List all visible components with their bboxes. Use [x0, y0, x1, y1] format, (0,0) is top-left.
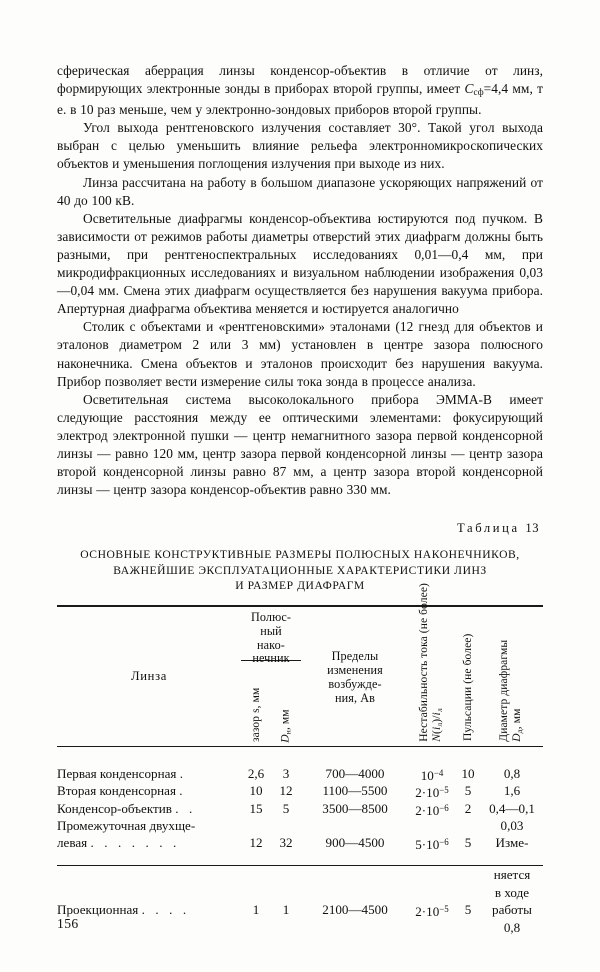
- cell-diaph-4c: в ходе: [494, 884, 530, 900]
- header-excitation: [301, 606, 409, 747]
- cell-exc-5: 2100—4500: [322, 902, 388, 918]
- page-number: 156: [57, 916, 79, 931]
- row-label-4b: левая . . . . . . .: [57, 835, 180, 851]
- cell-dn-3: 5: [282, 800, 290, 816]
- header-pole-dn: [271, 661, 301, 746]
- header-diaphragm-label: [498, 640, 526, 742]
- cell-gap-4: 12: [249, 835, 263, 851]
- cell-diaph-5: 0,8: [503, 919, 521, 935]
- column-excitation-tail: [301, 866, 409, 936]
- cell-dn-1: 3: [282, 765, 290, 781]
- excitation-line-4: ния, Ав: [335, 691, 375, 706]
- cell-puls-5: 5: [464, 902, 472, 918]
- row-label-5: Проекционная . . . .: [57, 902, 190, 918]
- diaphragm-symbol: $D_д$, мм: [510, 708, 524, 742]
- header-instability-label: [418, 583, 446, 742]
- column-pulsation-tail: [455, 866, 481, 936]
- column-diaphragm: [481, 747, 543, 866]
- cell-gap-2: 10: [249, 783, 263, 799]
- cell-inst-1: $10^{-4}$: [420, 767, 444, 783]
- header-lens: [57, 606, 241, 747]
- cell-inst-3: $2\cdot 10^{-6}$: [415, 802, 449, 818]
- paragraph-5: Столик с объектами и «рентгеновскими» эталонами (12 гнезд для объектов и эталонов диаметром 2 или 3 мм) установлен в центре зазора полюсного наконечника. Смена объектов и эталонов происходит без нарушения вакуума. Прибор позволяет вести измерение силы тока зонда в процессе анализа.: [57, 319, 543, 389]
- cell-puls-2: 5: [464, 783, 472, 799]
- row-label-2: Вторая конденсорная .: [57, 783, 187, 799]
- paragraph-2: Угол выхода рентгеновского излучения составляет 30°. Такой угол выхода выбран с целью уменьшить влияние рельефа электронномикроскопических объектов и уменьшения поглощения излучения при выходе из них.: [57, 120, 543, 172]
- column-pulsation: [455, 747, 481, 866]
- cell-gap-1: 2,6: [247, 765, 265, 781]
- excitation-line-1: Пределы: [331, 648, 379, 663]
- cell-diaph-4a: Изме-: [495, 835, 529, 851]
- cell-gap-3: 15: [249, 800, 263, 816]
- cell-diaph-1: 0,8: [503, 765, 521, 781]
- excitation-line-2: изменения: [327, 662, 383, 677]
- header-excitation-label: [301, 607, 409, 746]
- cell-diaph-4b: няется: [493, 867, 531, 883]
- table-title-line-2: ВАЖНЕЙШИЕ ЭКСПЛУАТАЦИОННЫЕ ХАРАКТЕРИСТИКИ ЛИНЗ: [113, 563, 487, 577]
- cell-diaph-3b: 0,03: [500, 818, 524, 834]
- cell-puls-1: 10: [461, 765, 475, 781]
- column-gap-tail: [241, 866, 271, 936]
- pole-line-2: ный: [260, 624, 282, 639]
- pole-line-1: Полюс-: [251, 610, 291, 625]
- header-diaphragm: [481, 606, 543, 747]
- column-dn: [271, 747, 301, 866]
- table-tail-row: [57, 866, 543, 936]
- table-number-value: 13: [525, 521, 539, 536]
- header-pole-gap-label: зазор s, мм: [250, 688, 262, 743]
- cell-exc-1: 700—4000: [325, 765, 385, 781]
- cell-inst-5: $2\cdot 10^{-5}$: [415, 904, 449, 920]
- paragraph-4: Осветительные диафрагмы конденсор-объектива юстируются под пучком. В зависимости от режимов работы диаметры отверстий этих диафрагм должны быть разными, при рентгеноспектральных исследованиях 0,01—0,4 мм, при микродифракционных исследованиях и визуальном наблюдении изображения 0,03—0,04 мм. Смена этих диафрагм осуществляется без нарушения вакуума прибора. Апертурная диафрагма объектива меняется и юстируется аналогично: [57, 210, 543, 317]
- table-title: [57, 547, 543, 593]
- row-label-4a: Промежуточная двухще-: [57, 818, 196, 834]
- table-title-line-1: ОСНОВНЫЕ КОНСТРУКТИВНЫЕ РАЗМЕРЫ ПОЛЮСНЫХ НАКОНЕЧНИКОВ,: [80, 548, 520, 562]
- header-instability: [409, 582, 455, 747]
- column-instability-tail: [409, 866, 455, 936]
- table-body-row: [57, 747, 543, 866]
- cell-puls-4: 5: [464, 835, 472, 851]
- row-label-1: Первая конденсорная .: [57, 765, 187, 781]
- header-lens-label: Линза: [130, 669, 168, 684]
- column-lens-names-tail: [57, 866, 241, 936]
- column-instability: [409, 747, 455, 866]
- page-content: [57, 62, 543, 939]
- column-diaphragm-tail: [481, 866, 543, 936]
- cell-gap-5: 1: [252, 902, 260, 918]
- cell-dn-2: 12: [279, 783, 293, 799]
- pole-line-3: нако-: [257, 637, 285, 652]
- column-gap: [241, 747, 271, 866]
- column-excitation: [301, 747, 409, 866]
- cell-dn-4: 32: [279, 835, 293, 851]
- table-number: [57, 521, 543, 536]
- paragraph-6: Осветительная система высоколокального прибора ЭММА-В имеет следующие расстояния между ее оптическими элементами: фокусирующий электрод электронной пушки — центр немагнитного зазора первой конденсорной линзы — равно 120 мм, центр зазора первой конденсорной линзы — центр зазора второй конденсорной линзы равно 87 мм, а центр зазора второй конденсорной линзы — центр зазора конденсор-объектив равно 330 мм.: [57, 391, 543, 498]
- table-title-line-3: И РАЗМЕР ДИАФРАГМ: [235, 579, 365, 593]
- header-pole-gap: [241, 661, 271, 746]
- header-pole-group: [241, 606, 301, 747]
- cell-exc-2: 1100—5500: [322, 783, 388, 799]
- paragraph-1: сферическая аберрация линзы конденсор-объектив в отличие от линз, формирующих электронные зонды в приборах второй группы, имеет $C_{сф}=4,4$ мм, т е. в 10 раз меньше, чем у электронно-зондовых приборов второй группы.: [57, 63, 543, 118]
- instability-formula: $N(i_л)/i_л$: [430, 707, 444, 742]
- cell-dn-5: 1: [282, 902, 290, 918]
- cell-inst-2: $2\cdot 10^{-5}$: [415, 785, 449, 801]
- cell-inst-4: $5\cdot 10^{-6}$: [415, 837, 449, 853]
- excitation-line-3: возбужде-: [328, 676, 382, 691]
- instability-caption: Нестабильность тока (не более): [418, 582, 431, 742]
- table-number-label: Таблица: [457, 521, 520, 536]
- cell-diaph-2: 1,6: [503, 783, 521, 799]
- header-pulsation: [455, 606, 481, 747]
- cell-diaph-3: 0,4—0,1: [489, 800, 535, 816]
- cell-exc-3: 3500—8500: [322, 800, 388, 816]
- pole-line-4: нечник: [252, 651, 290, 666]
- row-label-3: Конденсор-объектив . .: [57, 800, 196, 816]
- header-pulsation-label: Пульсации (не более): [462, 634, 474, 742]
- cell-exc-4: 900—4500: [325, 835, 385, 851]
- column-dn-tail: [271, 866, 301, 936]
- cell-puls-3: 2: [464, 800, 472, 816]
- header-pole-group-label: [241, 607, 301, 666]
- column-lens-names: [57, 747, 241, 866]
- diaphragm-caption: Диаметр диафрагмы: [498, 639, 511, 742]
- table-bottom-rule: [57, 936, 543, 939]
- table-header-row: [57, 606, 543, 747]
- header-pole-dn-label: $D_н$, мм: [279, 709, 293, 743]
- cell-diaph-4d: работы: [492, 902, 532, 918]
- paragraph-3: Линза рассчитана на работу в большом диапазоне ускоряющих напряжений от 40 до 100 кВ.: [57, 174, 543, 208]
